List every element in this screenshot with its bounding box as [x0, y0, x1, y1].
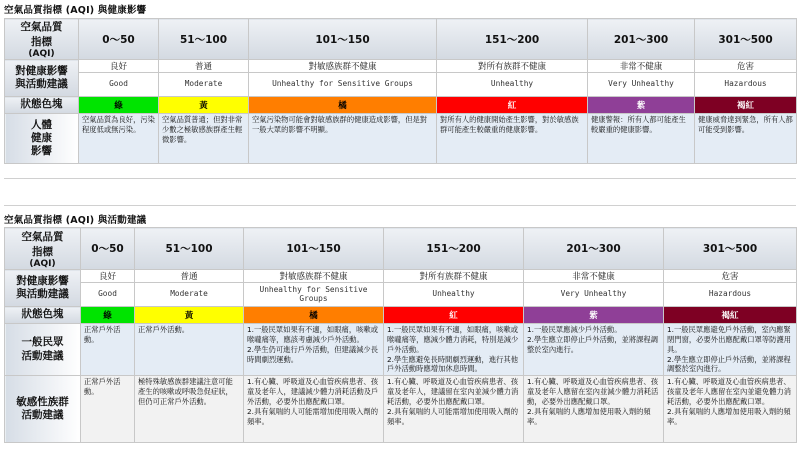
divider [4, 205, 796, 206]
aqi-header-label [5, 19, 79, 60]
impact-row-label [5, 60, 79, 97]
range-header: 151～200 [437, 19, 588, 60]
range-header: 101～150 [244, 228, 384, 270]
impact-en: Good [81, 283, 135, 307]
sensitive-row-label [5, 376, 81, 443]
color-swatch-orange: 橘 [249, 97, 437, 114]
general-advice: 1.一般民眾應避免戶外活動，室內應緊閉門窗，必要外出應配戴口罩等防護用具。 2.學生應立即停止戶外活動，並將課程調整於室內進行。 [664, 324, 797, 376]
impact-row-label [5, 270, 81, 307]
impact-en: Very Unhealthy [524, 283, 664, 307]
color-swatch-purple: 紫 [588, 97, 695, 114]
impact-zh: 危害 [695, 60, 797, 73]
aqi-label-line1: 空氣品質 [20, 21, 63, 33]
range-header: 51～100 [159, 19, 249, 60]
general-advice: 1.一般民眾如果有不適，如眼痛，咳嗽或喉嚨痛等，應該考慮減少戶外活動。 2.學生仍可進行戶外活動，但建議減少長時間劇烈運動。 [244, 324, 384, 376]
general-advice: 1.一般民眾如果有不適，如眼痛，咳嗽或喉嚨痛等，應減少體力消耗，特別是減少戶外活動。 2.學生應避免長時間劇烈運動，進行其他戶外活動時應增加休息時間。 [384, 324, 524, 376]
impact-en: Very Unhealthy [588, 73, 695, 97]
impact-zh: 對所有族群不健康 [437, 60, 588, 73]
range-header: 301～500 [664, 228, 797, 270]
impact-zh: 對敏感族群不健康 [244, 270, 384, 283]
aqi-activity-table [4, 227, 797, 443]
health-desc: 健康威脅達到緊急，所有人都可能受到影響。 [695, 114, 797, 164]
impact-label-line2: 與活動建議 [16, 288, 69, 300]
sensitive-advice: 1.有心臟、呼吸道及心血管疾病患者、孩童及老年人應留在室內並避免體力消耗活動，必要外出應配戴口罩。 2.具有氣喘的人應增加使用吸入劑的頻率。 [664, 376, 797, 443]
impact-zh: 良好 [81, 270, 135, 283]
impact-zh: 非常不健康 [524, 270, 664, 283]
color-swatch-yellow: 黃 [159, 97, 249, 114]
sensitive-advice: 1.有心臟、呼吸道及心血管疾病患者、孩童及老年人，建議留在室內並減少體力消耗活動，必要外出應配戴口罩。 2.具有氣喘的人可能需增加使用吸入劑的頻率。 [384, 376, 524, 443]
impact-en: Unhealthy for Sensitive Groups [244, 283, 384, 307]
range-header: 51～100 [135, 228, 244, 270]
color-row-label: 狀態色塊 [5, 97, 79, 114]
color-swatch-red: 紅 [384, 307, 524, 324]
impact-zh: 普通 [135, 270, 244, 283]
health-label-line2: 健康 [31, 131, 52, 144]
sensitive-advice: 1.有心臟、呼吸道及心血管疾病患者、孩童及老年人應留在室內並減少體力消耗活動，必要外出應配戴口罩。 2.具有氣喘的人應增加使用吸入劑的頻率。 [524, 376, 664, 443]
impact-label-line1: 對健康影響 [16, 274, 69, 287]
range-header: 201～300 [524, 228, 664, 270]
health-desc: 健康警報：所有人都可能產生較嚴重的健康影響。 [588, 114, 695, 164]
aqi-label-line2: 指標 [32, 245, 53, 258]
color-swatch-green: 綠 [81, 307, 135, 324]
aqi-label-line3: (AQI) [29, 258, 56, 269]
range-header: 0～50 [79, 19, 159, 60]
color-swatch-orange: 橘 [244, 307, 384, 324]
aqi-label-line1: 空氣品質 [21, 230, 64, 243]
impact-zh: 對所有族群不健康 [384, 270, 524, 283]
section-title-health: 空氣品質指標 (AQI) 與健康影響 [4, 5, 147, 16]
health-label-line1: 人體 [31, 118, 52, 131]
health-row-label [5, 114, 79, 164]
color-swatch-maroon: 褐紅 [695, 97, 797, 114]
impact-en: Hazardous [664, 283, 797, 307]
range-header: 151～200 [384, 228, 524, 270]
impact-en: Moderate [159, 73, 249, 97]
impact-en: Moderate [135, 283, 244, 307]
color-swatch-red: 紅 [437, 97, 588, 114]
general-row-label [5, 324, 81, 376]
impact-zh: 非常不健康 [588, 60, 695, 73]
general-label-line1: 一般民眾 [21, 336, 64, 349]
impact-en: Unhealthy for Sensitive Groups [249, 73, 437, 97]
impact-zh: 危害 [664, 270, 797, 283]
aqi-health-table [4, 18, 797, 164]
impact-label-line2: 與活動建議 [15, 78, 68, 90]
range-header: 301～500 [695, 19, 797, 60]
aqi-label-line2: 指標 [31, 36, 52, 48]
color-row-label: 狀態色塊 [5, 307, 81, 324]
impact-en: Unhealthy [437, 73, 588, 97]
color-swatch-green: 綠 [79, 97, 159, 114]
impact-en: Unhealthy [384, 283, 524, 307]
color-swatch-maroon: 褐紅 [664, 307, 797, 324]
impact-zh: 良好 [79, 60, 159, 73]
section-title-activity: 空氣品質指標 (AQI) 與活動建議 [4, 215, 147, 226]
color-swatch-purple: 紫 [524, 307, 664, 324]
sensitive-advice: 極特殊敏感族群建議注意可能產生的咳嗽或呼吸急促症狀，但仍可正常戶外活動。 [135, 376, 244, 443]
range-header: 201～300 [588, 19, 695, 60]
sensitive-label-line1: 敏感性族群 [16, 396, 69, 409]
impact-label-line1: 對健康影響 [15, 64, 68, 77]
sensitive-advice: 1.有心臟、呼吸道及心血管疾病患者、孩童及老年人，建議減少體力消耗活動及戶外活動，必要外出應配戴口罩。 2.具有氣喘的人可能需增加使用吸入劑的頻率。 [244, 376, 384, 443]
health-desc: 空氣品質為良好，污染程度低或無污染。 [79, 114, 159, 164]
aqi-label-line3: (AQI) [28, 49, 55, 59]
range-header: 101～150 [249, 19, 437, 60]
health-desc: 空氣品質普通；但對非常少數之極敏感族群產生輕微影響。 [159, 114, 249, 164]
health-desc: 空氣污染物可能會對敏感族群的健康造成影響，但是對一般大眾的影響不明顯。 [249, 114, 437, 164]
general-advice: 正常戶外活動。 [81, 324, 135, 376]
range-header: 0～50 [81, 228, 135, 270]
impact-zh: 對敏感族群不健康 [249, 60, 437, 73]
color-swatch-yellow: 黃 [135, 307, 244, 324]
impact-zh: 普通 [159, 60, 249, 73]
general-label-line2: 活動建議 [21, 349, 64, 362]
sensitive-advice: 正常戶外活動。 [81, 376, 135, 443]
health-label-line3: 影響 [31, 145, 52, 158]
aqi-header-label [5, 228, 81, 270]
impact-en: Hazardous [695, 73, 797, 97]
impact-en: Good [79, 73, 159, 97]
sensitive-label-line2: 活動建議 [21, 409, 64, 422]
general-advice: 正常戶外活動。 [135, 324, 244, 376]
general-advice: 1.一般民眾應減少戶外活動。 2.學生應立即停止戶外活動，並將課程調整於室內進行。 [524, 324, 664, 376]
divider [4, 178, 796, 179]
health-desc: 對所有人的健康開始產生影響，對於敏感族群可能產生較嚴重的健康影響。 [437, 114, 588, 164]
